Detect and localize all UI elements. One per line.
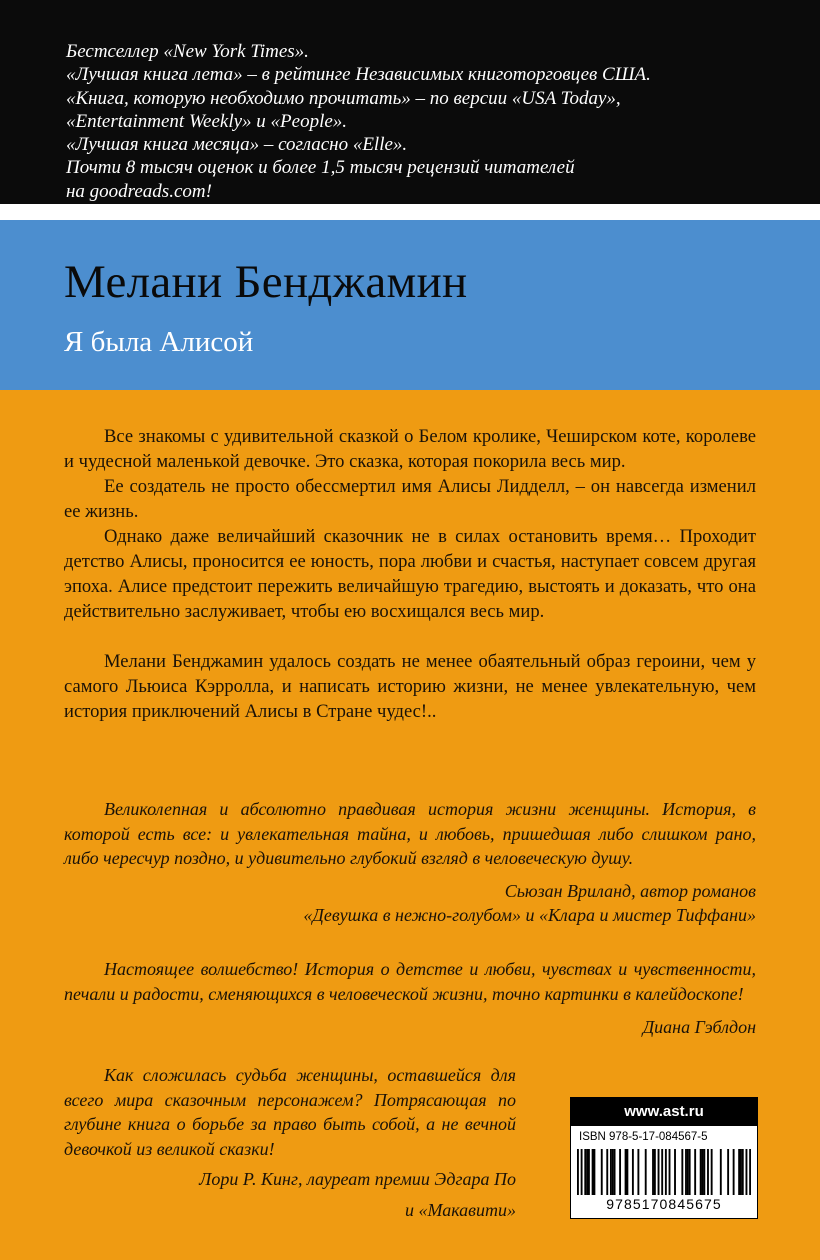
barcode-bar (606, 1149, 608, 1195)
barcode-bar (661, 1149, 663, 1195)
blurb-line: «Книга, которую необходимо прочитать» – по версии «USA Today», (66, 87, 621, 109)
barcode-bar (584, 1149, 586, 1195)
divider-stripe (0, 204, 820, 220)
description-paragraph: Ее создатель не просто обессмертил имя Алисы Лидделл, – он навсегда изменил ее жизнь. (64, 476, 756, 522)
barcode-bar (593, 1149, 595, 1195)
blurb-lines (66, 40, 766, 203)
barcode-bar (746, 1149, 748, 1195)
barcode-bar (588, 1149, 590, 1195)
description-paragraph: Все знакомы с удивительной сказкой о Белом кролике, Чеширском коте, королеве и чудесной маленькой девочке. Это сказка, которая покорила весь мир. (64, 426, 756, 472)
blurb-line: «Entertainment Weekly» и «People». (66, 110, 348, 132)
blurb-line: «Лучшая книга лета» – в рейтинге Независимых книготорговцев США. (66, 64, 651, 86)
description-paragraph: Однако даже величайший сказочник не в силах остановить время… Проходит детство Алисы, проносится ее юность, пора любви и счастья, наступает совсем другая эпоха. Алисе предстоит пережить величайшую трагедию, выстоять и доказать, что она действительно заслуживает, чтобы ею восхищался весь мир. (64, 526, 756, 622)
isbn-label: ISBN 978-5-17-084567-5 (579, 1131, 708, 1143)
barcode-bar (685, 1149, 687, 1195)
review-quote (64, 1063, 516, 1222)
barcode-bar (749, 1149, 751, 1195)
barcode-bar (658, 1149, 660, 1195)
barcode-bar (619, 1149, 621, 1195)
quote-author: Лори Р. Кинг, лауреат премии Эдгара По (199, 1169, 516, 1189)
blurb-line: на goodreads.com! (66, 180, 212, 202)
bestseller-blurb-band (0, 0, 820, 204)
blurb-line: Почти 8 тысяч оценок и более 1,5 тысяч рецензий читателей (66, 157, 575, 179)
barcode-bar (687, 1149, 689, 1195)
review-quote (64, 957, 756, 1040)
barcode-bar (727, 1149, 729, 1195)
barcode-bar (738, 1149, 740, 1195)
barcode-bar (626, 1149, 628, 1195)
barcode-bar (577, 1149, 579, 1195)
barcode-bar (740, 1149, 742, 1195)
barcode-bar (601, 1149, 603, 1195)
barcode-bar (610, 1149, 612, 1195)
barcode-bar (581, 1149, 583, 1195)
barcode-bar (612, 1149, 614, 1195)
barcode-bar (645, 1149, 647, 1195)
blurb-line: «Лучшая книга месяца» – согласно «Elle». (66, 134, 408, 156)
blurb-line: Бестселлер «New York Times». (66, 41, 309, 62)
author-name: Мелани Бенджамин (64, 256, 468, 308)
barcode-bar (652, 1149, 654, 1195)
barcode-icon (577, 1149, 751, 1195)
quote-text: Как сложилась судьба женщины, оставшейся для всего мира сказочным персонажем? Потрясающая по глубине книга о борьбе за право быть собой, а не вечной девочкой из великой сказки! (64, 1065, 516, 1159)
quote-text: Великолепная и абсолютно правдивая история жизни женщины. История, в которой есть все: и увлекательная тайна, и любовь, пришедшая либо слишком рано, либо чересчур поздно, и удивительно глубокий взгляд в человеческую душу. (64, 799, 756, 868)
barcode-bar (625, 1149, 627, 1195)
barcode-bar (586, 1149, 588, 1195)
barcode-bar (614, 1149, 616, 1195)
barcode-bar (720, 1149, 722, 1195)
quote-text: Настоящее волшебство! История о детстве и любви, чувствах и чувственности, печали и радости, сменяющихся в человеческой жизни, точно картинки в калейдоскопе! (64, 959, 756, 1004)
barcode-bar (711, 1149, 713, 1195)
barcode-bar (665, 1149, 667, 1195)
book-description (64, 424, 756, 724)
quote-author: Диана Гэблдон (642, 1017, 756, 1037)
barcode-bar (733, 1149, 735, 1195)
barcode-bar (654, 1149, 656, 1195)
barcode-bar (674, 1149, 676, 1195)
review-quote (64, 797, 756, 928)
barcode-box (570, 1097, 758, 1219)
barcode-bar (637, 1149, 639, 1195)
publisher-website: www.ast.ru (571, 1098, 757, 1126)
barcode-bar (702, 1149, 704, 1195)
barcode-bar (742, 1149, 744, 1195)
barcode-bar (681, 1149, 683, 1195)
barcode-digits: 9785170845675 (606, 1196, 722, 1212)
quote-author-credit: и «Макавити» (404, 1199, 516, 1220)
barcode-bar (632, 1149, 634, 1195)
barcode-bar (703, 1149, 705, 1195)
description-paragraph: Мелани Бенджамин удалось создать не менее обаятельный образ героини, чем у самого Льюиса Кэрролла, и написать историю жизни, не менее увлекательную, чем история приключений Алисы в Стране чудес!.. (64, 651, 756, 722)
barcode-bar (694, 1149, 696, 1195)
barcode-bar (669, 1149, 671, 1195)
barcode-bar (707, 1149, 709, 1195)
quote-author-credit: «Девушка в нежно-голубом» и «Клара и мистер Тиффани» (303, 905, 756, 925)
quote-author: Сьюзан Вриланд, автор романов (504, 880, 756, 901)
barcode-bar (700, 1149, 702, 1195)
book-title: Я была Алисой (64, 326, 254, 358)
barcode-bar (592, 1149, 594, 1195)
barcode-bar (689, 1149, 691, 1195)
